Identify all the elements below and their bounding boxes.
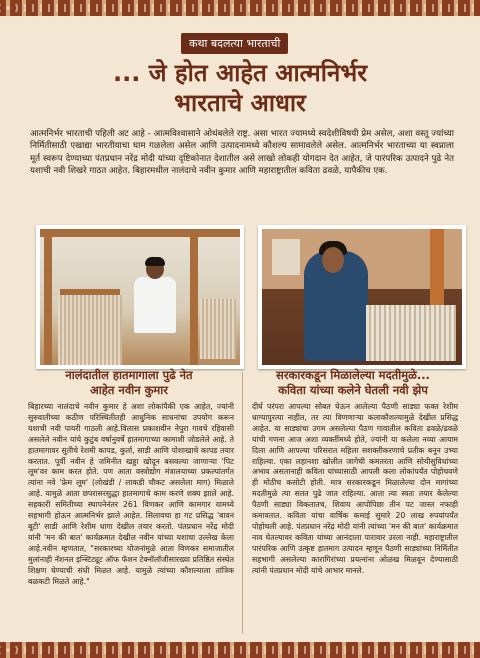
headline-line-2: भारताचे आधार bbox=[174, 89, 306, 117]
photo-naveen-kumar-weaving bbox=[36, 225, 244, 369]
top-decorative-border bbox=[0, 0, 480, 16]
bottom-decorative-border bbox=[0, 642, 480, 658]
right-article-body: दीर्घ परंपरा आपल्या सोबत घेऊन आलेल्या पैठणी साड्या फक्त रेशीम धाग्यापुरत्या नाहीत, तर त्या विणणाऱ्या कलाकौशल्यामुळे देखील प्रसिद्ध आहेत. या साड्यांचा उगम असलेल्या पैठण गावातील कविता ढवळे/ढवळे यांची गणना आज अशा व्यक्तींमध्ये होते, ज्यांनी या कलेला नव्या आयाम दिला आणि आपल्या परिसरात महिला सशक्तीकरणाचे प्रतीक बनून उभ्या राहिल्या. एका लहानशा खोलीत जागेची कमतरता आणि सोयीसुविधांच्या अभाव असतानाही कविता यांच्यासाठी आपली कला लोकांपर्यंत पोहोचवणे ही मोठीच कसोटी होती. मात्र सरकारकडून मिळालेल्या दोन मागांच्या मदतीमुळे त्या सतत पुढे जात राहिल्या. आता त्या स्वतः तयार केलेल्या पैठणी साड्या विकतातच, शिवाय आपोपिछा तीन पट जास्त नफाही कमावतात. कविता यांचा वार्षिक कमाई सुमारे 20 लाख रुपयांपर्यंत पोहोचली आहे. पंतप्रधान नरेंद्र मोदी यांनी त्यांच्या 'मन की बात' कार्यक्रमात नाव घेतल्यावर कविता यांच्या आनंदाला पारावार उरला नाही. महाराष्ट्रातील पारंपरिक आणि उत्कृष्ट हातमाग उत्पादन म्हणून पैठणी साड्यांच्या निर्मितीत सहभागी असलेल्या कारागिरांच्या प्रयत्नांना ओळख मिळवून देण्यासाठी त्यांनी पंतप्रधान मोदी यांचे आभार मानले. bbox=[252, 402, 458, 575]
column-divider bbox=[242, 372, 243, 634]
left-title-line-2: आहेत नवीन कुमार bbox=[90, 383, 168, 397]
right-article-title bbox=[248, 368, 458, 398]
left-article-title bbox=[24, 368, 234, 398]
right-title-line-2: कविता यांच्या कलेने घेतली नवी झेप bbox=[278, 383, 428, 397]
right-title-line-1: सरकारकडून मिळालेल्या मदतीमुळे... bbox=[276, 368, 430, 382]
section-tag: कथा बदलत्या भारताची bbox=[181, 33, 288, 54]
left-article-body: बिहारच्या नालंदाचे नवीन कुमार हे अशा लोकांपैकी एक आहेत, ज्यांनी सुरुवातीच्या कठीण परिस्थितीतही आधुनिक साधनांचा उपयोग करून यशाची नवी पायरी गाठली आहे.विलास प्रकाशवीन नेपुरा गावचे रहिवासी असलेले नवीन यांचे कुटुंब वर्षानुवर्षे हातमागाच्या कामाशी जोडलेले आहे. ते हातमागावर सुतीचे रेशमी कापड, कुर्ता, साडी आणि पोशाखाचे कापड तयार करतात. पूर्वी नवीन हे जमिनीत खड्डा खोदून बसवल्या जाणाऱ्या 'पिट लूम'वर काम करत होते. पण आता वस्त्रोद्योग मंत्रालयाच्या प्रकल्पांतर्गत त्यांना नवे 'फ्रेम लूम' (लोखंडी / लाकडी चौकट असलेला माग) मिळाले आहे. यामुळे आता छपरासरसुद्धा हातमागाचे काम करणे शक्य झाले आहे. सहकारी समितीच्या स्थापनेनंतर 261 विणकर आणि कामगार यामध्ये सहभागी होऊन आत्मनिर्भर झाले आहेत. सिलावचा हा गट प्रसिद्ध 'बावन बूटी' साडी आणि रेशीम धागा देखील तयार करतो. पंतप्रधान नरेंद्र मोदी यांनी 'मन की बात' कार्यक्रमात देखील नवीन यांच्या यशाचा उल्लेख केला आहे.नवीन म्हणतात, "सरकारच्या योजनांमुळे आता विणकर समाजातील मुलांनाही नॅशनल इन्स्टिट्यूट ऑफ फॅशन टेक्नॉलॉजीसारख्या प्रतिष्ठित संस्थेत शिक्षण घेण्याची संधी मिळत आहे. यामुळे त्यांच्या कौशल्याला तांत्रिक बळकटी मिळते आहे." bbox=[28, 402, 234, 586]
left-title-line-1: नालंदातील हातमागाला पुढे नेत bbox=[65, 368, 193, 382]
headline-line-1: ... जे होत आहेत आत्मनिर्भर bbox=[112, 59, 368, 87]
photo-kavita-weaving bbox=[258, 225, 466, 369]
intro-paragraph: आत्मनिर्भर भारताची पहिली अट आहे - आत्मविश्वासाने ओथंबलेले राष्ट्र. असा भारत ज्यामध्ये स्वदेशीविषयी प्रेम असेल, अशा वस्तू ज्यांच्या निर्मितीसाठी एखाद्या भारतीयाचा घाम गळलेला असेल आणि उत्पादनामध्ये कौशल्य सामावलेले असेल. आत्मनिर्भर भारताच्या या स्वप्नाला मूर्त स्वरूप देण्याच्या पंतप्रधान नरेंद्र मोदी यांच्या दृष्टिकोनात देशातील असे लाखो लोकही योगदान देत आहेत, जे पारंपरिक उत्पादने पुढे नेत यशाची नवी शिखरे गाठत आहेत. बिहारमधील नालंदाचे नवीन कुमार आणि महाराष्ट्रातील कविता ढवळे, यापैकीच एक. bbox=[30, 129, 454, 177]
